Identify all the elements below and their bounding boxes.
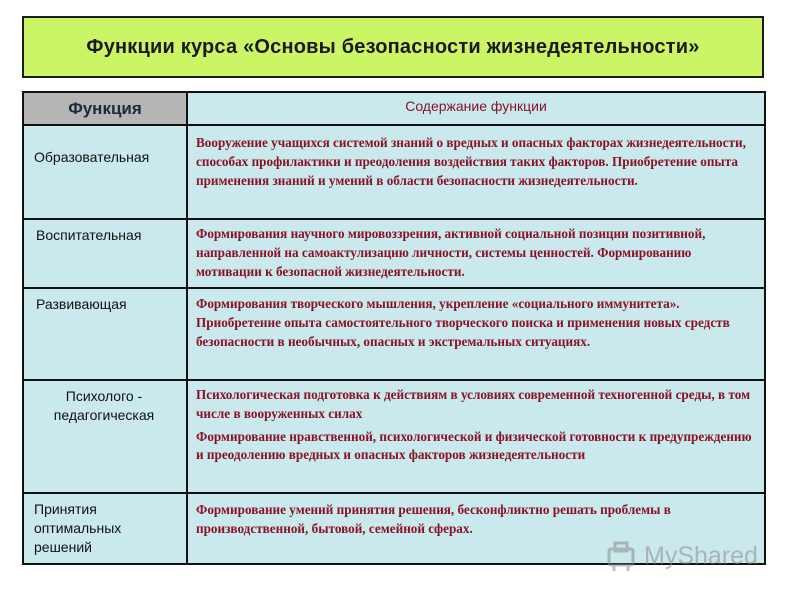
function-content <box>196 225 756 281</box>
watermark-logo-icon <box>606 539 640 573</box>
function-content <box>196 501 756 539</box>
table-row <box>24 381 764 494</box>
table-row <box>24 289 764 381</box>
function-name: Принятия оптимальных решений <box>34 501 122 555</box>
watermark <box>606 538 776 574</box>
watermark-text: MyShared <box>644 541 758 570</box>
function-name: Развивающая <box>36 296 127 312</box>
table-row <box>24 126 764 220</box>
page-title: Функции курса «Основы безопасности жизнедеятельности» <box>86 35 700 58</box>
functions-table <box>22 91 766 565</box>
function-name: Психолого - педагогическая <box>53 388 155 423</box>
function-name: Образовательная <box>34 149 150 165</box>
function-content <box>196 295 756 351</box>
content-paragraph: Формирование умений принятия решения, бесконфликтно решать проблемы в производственной, бытовой, семейной сферах. <box>196 502 671 536</box>
function-content <box>196 386 756 465</box>
content-paragraph: Вооружение учащихся системой знаний о вредных и опасных факторах жизнедеятельности, способах профилактики и преодоления воздействия таких факторов. Приобретение опыта применения знаний и умений в области безопасности жизнедеятельности. <box>196 135 746 188</box>
function-content <box>196 134 756 190</box>
table-row <box>24 220 764 289</box>
content-paragraph: Психологическая подготовка к действиям в условиях современной техногенной среды, в том числе в вооруженных силах <box>196 387 751 421</box>
content-paragraph: Формирования научного мировоззрения, активной социальной позиции позитивной, направленной на самоактулизацию личности, системы ценностей. Формированию мотивации к безопасной жизнедеятельности. <box>196 226 706 279</box>
content-paragraph: Формирования творческого мышления, укрепление «социального иммунитета». Приобретение опыта самостоятельного творческого поиска и применения новых средств безопасности в необычных, опасных и экстремальных ситуациях. <box>196 296 730 349</box>
header-function: Функция <box>24 93 186 124</box>
function-name: Воспитательная <box>36 227 142 243</box>
title-banner <box>22 16 764 78</box>
header-content: Содержание функции <box>405 98 547 114</box>
table-header <box>24 93 764 126</box>
content-paragraph: Формирование нравственной, психологической и физической готовности к предупреждению и преодолению вредных и опасных факторов жизнедеятельности <box>196 428 752 463</box>
